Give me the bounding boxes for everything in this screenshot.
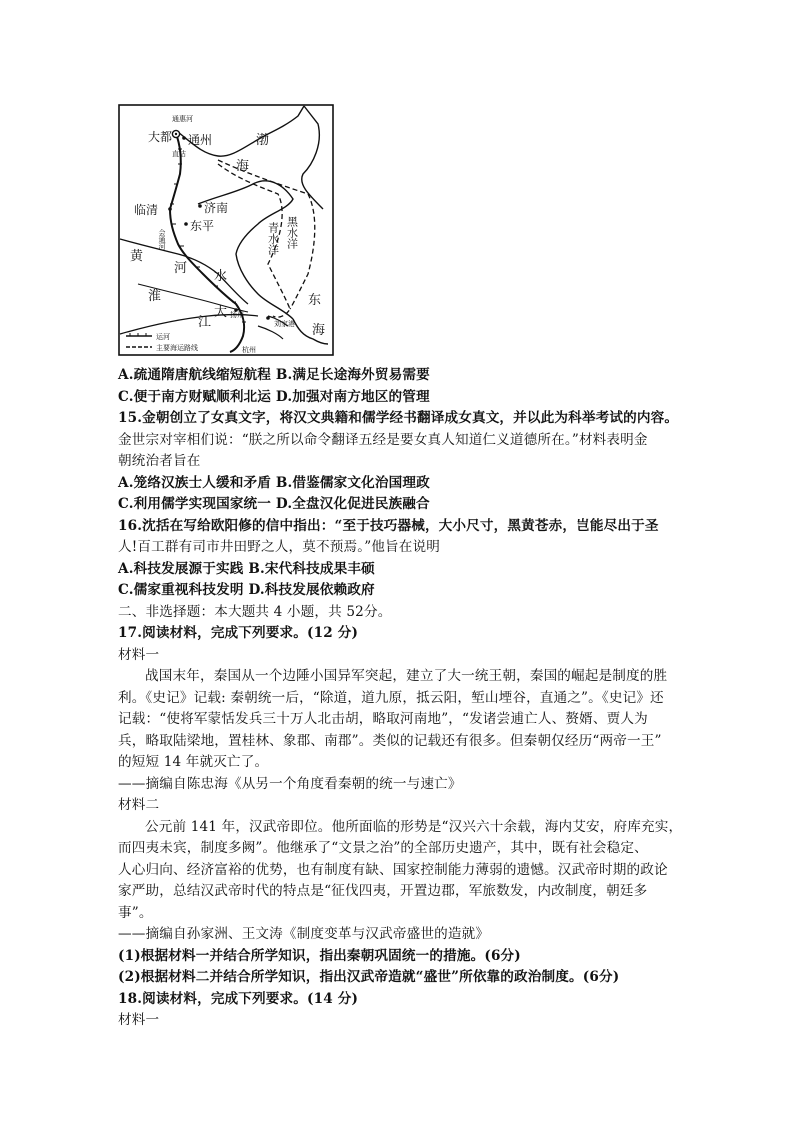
legend-canal-label: 运河 (156, 333, 170, 341)
q17-title: 17.阅读材料，完成下列要求。(12 分) (118, 625, 359, 641)
linqing-marker (168, 207, 172, 211)
section-heading: 二、非选择题：本大题共 4 小题，共 52分。 (118, 603, 392, 620)
q15-option-ab: A.笼络汉族士人缓和矛盾 B.借鉴儒家文化治国理政 (118, 474, 430, 491)
q17-question-1: (1)根据材料一并结合所学知识，指出秦朝巩固统一的措施。(6分) (118, 947, 521, 964)
label-shui: 水 (214, 269, 228, 284)
legend-sea-route-label: 主要海运路线 (156, 344, 198, 352)
q16-option-cd: C.儒家重视科技发明 D.科技发展依赖政府 (118, 582, 375, 598)
q16-option-ab: A.科技发展源于实践 B.宋代科技成果丰硕 (118, 560, 375, 577)
q18-title: 18.阅读材料，完成下列要求。(14 分) (118, 990, 359, 1007)
label-huitonghe: 会通河 (158, 229, 166, 250)
liujiagang-marker (266, 316, 270, 320)
label-hangzhou: 杭州 (242, 346, 256, 354)
dongping-marker (184, 222, 188, 226)
dadu-marker-dot (175, 133, 177, 135)
label-tonghuihe: 通惠河 (172, 115, 193, 123)
label-hai-south: 海 (312, 323, 326, 338)
q17-material1-line: 的短短 14 年就灭亡了。 (118, 754, 269, 770)
q17-material1-line: 记载：“使将军蒙恬发兵三十万人北击胡，略取河南地”，“发诸尝逋亡人、赘婿、贾人为 (118, 711, 648, 727)
q15-option-cd: C.利用儒学实现国家统一 D.全盘汉化促进民族融合 (118, 496, 430, 512)
q17-material2-line: 家严助，总结汉武帝时代的特点是“征伐四夷，开置边郡，军旅数发，内改制度，朝廷多 (118, 883, 648, 899)
exam-content (118, 365, 688, 1032)
label-tongzhou: 通州 (188, 133, 213, 147)
label-zhigu: 直沽 (172, 150, 186, 158)
q15-stem-line: 金世宗对宰相们说：“朕之所以命令翻译五经是要女真人知道仁义道德所在。”材料表明金 (118, 431, 648, 448)
label-qingshuiyang: 青水洋 (266, 222, 280, 255)
tongzhou-marker (182, 136, 186, 140)
label-dongping: 东平 (190, 219, 215, 233)
label-jiang: 江 (198, 315, 212, 330)
label-yangzhou: 扬州 (230, 311, 244, 319)
jinan-marker (198, 204, 202, 208)
label-da: 大 (214, 305, 228, 320)
q17-source1: ——摘编自陈忠海《从另一个角度看秦朝的统一与速亡》 (118, 775, 462, 792)
q17-question-2: (2)根据材料二并结合所学知识，指出汉武帝造就“盛世”所依靠的政治制度。(6分) (118, 969, 620, 985)
q16-stem-line: 16.沈括在写给欧阳修的信中指出：“至于技巧器械，大小尺寸，黑黄苍赤，岂能尽出于圣 (118, 517, 659, 534)
q14-option-cd: C.便于南方财赋顺利北运 D.加强对南方地区的管理 (118, 388, 430, 405)
label-hai-north: 海 (236, 159, 250, 174)
q15-stem-line: 15.金朝创立了女真文字，将汉文典籍和儒学经书翻译成女真文，并以此为科举考试的内容。 (118, 410, 679, 426)
q17-material2-line: 公元前 141 年，汉武帝即位。他所面临的形势是“汉兴六十余载，海内艾安，府库充实， (145, 818, 683, 835)
q15-stem-line: 朝统治者旨在 (118, 453, 201, 469)
label-dadu: 大都 (148, 130, 173, 144)
q17-material1-line: 兵，略取陆梁地，置桂林、象郡、南郡”。类似的记载还有很多。但秦朝仅经历“两帝一王” (118, 732, 662, 749)
label-liujiagang: 刘家港 (274, 320, 295, 328)
q16-stem-line: 人!百工群有司市井田野之人，莫不预焉。”他旨在说明 (118, 539, 441, 555)
q17-material1-line: 战国末年，秦国从一个边陲小国异军突起，建立了大一统王朝，秦国的崛起是制度的胜 (145, 668, 668, 684)
label-bo: 渤 (256, 133, 270, 148)
label-heishuiyang: 黑水洋 (285, 216, 299, 249)
label-he: 河 (174, 261, 188, 276)
q17-material2-line: 人心归向、经济富裕的优势，也有制度有缺、国家控制能力薄弱的遗憾。汉武帝时期的政论 (118, 861, 668, 878)
label-huai: 淮 (148, 289, 162, 304)
canal-sea-route-map (118, 104, 334, 356)
q17-material2-line: 而四夷未宾，制度多阙”。他继承了“文景之治”的全部历史遗产，其中，既有社会稳定、 (118, 840, 648, 856)
q17-source2: ——摘编自孙家洲、王文涛《制度变革与汉武帝盛世的造就》 (118, 926, 490, 942)
q14-option-ab: A.疏通隋唐航线缩短航程 B.满足长途海外贸易需要 (118, 367, 430, 383)
q17-material1-line: 利。《史记》记载: 秦朝统一后，“除道，道九原，抵云阳，堑山堙谷，直通之”。《史记》还 (118, 689, 664, 706)
label-huang: 黄 (130, 249, 144, 264)
q17-material2-label: 材料二 (118, 797, 160, 813)
label-linqing: 临清 (134, 203, 159, 217)
label-jinan: 济南 (204, 201, 229, 215)
label-dong: 东 (308, 293, 322, 308)
q18-material1-label: 材料一 (118, 1012, 160, 1028)
q17-material1-label: 材料一 (118, 646, 160, 663)
q17-material2-line: 事”。 (118, 904, 153, 921)
